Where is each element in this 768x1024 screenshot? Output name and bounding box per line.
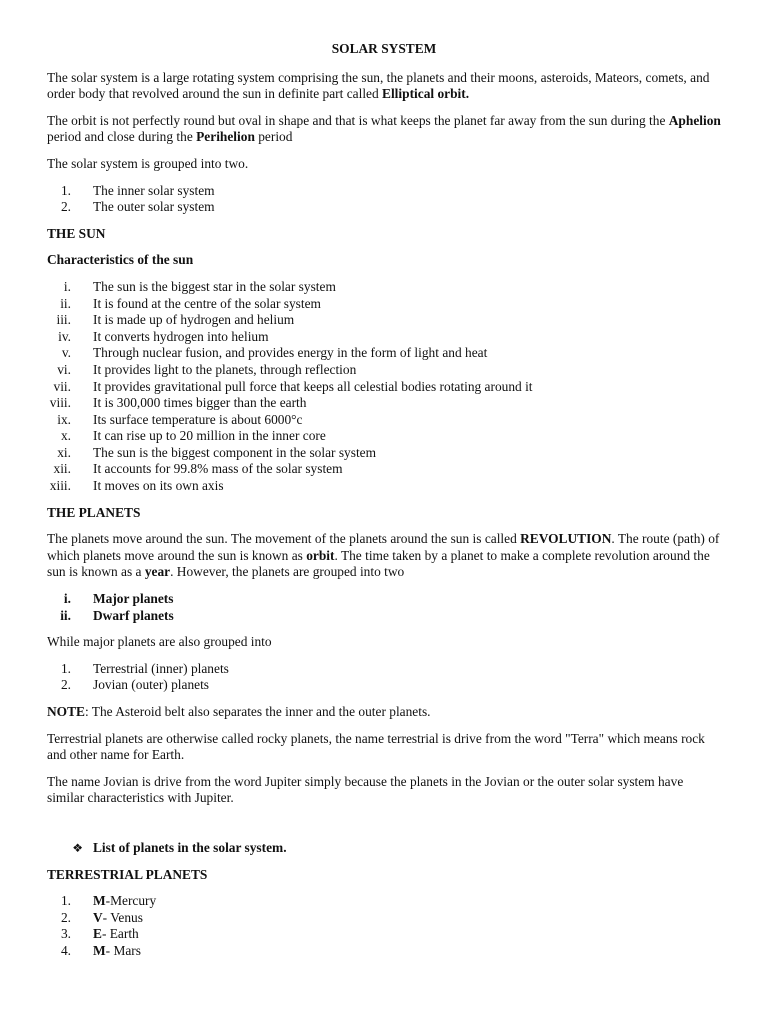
note-text: : The Asteroid belt also separates the inner and the outer planets. — [84, 704, 431, 719]
terrestrial-planet-item — [47, 893, 721, 910]
list-marker: iii. — [56, 312, 71, 328]
planet-initial: M — [93, 893, 106, 909]
major-planets-groups-list — [47, 661, 721, 694]
list-item-text: It converts hydrogen into helium — [93, 328, 269, 344]
list-marker: iv. — [58, 328, 71, 344]
list-marker: ii. — [60, 607, 71, 623]
planet-name: - Earth — [101, 926, 139, 942]
sun-characteristics-list — [47, 279, 721, 495]
orbit-text-c: period — [254, 129, 293, 145]
sun-characteristic-item — [47, 412, 721, 429]
planet-list-heading — [47, 840, 721, 857]
orbit-text-a: The orbit is not perfectly round but oval in shape and that is what keeps the planet far away from the sun during the — [47, 112, 669, 128]
list-item-text: It provides light to the planets, through reflection — [93, 361, 357, 377]
list-item-text: Jovian (outer) planets — [93, 677, 210, 693]
list-item — [47, 199, 721, 216]
terrestrial-planets-heading: TERRESTRIAL PLANETS — [47, 866, 208, 882]
sun-characteristic-item — [47, 428, 721, 445]
orbit-text-b: period and close during the — [47, 129, 197, 145]
aphelion-term: Aphelion — [668, 112, 721, 128]
note-paragraph — [47, 704, 721, 721]
list-item-text: It accounts for 99.8% mass of the solar system — [93, 461, 343, 477]
planet-initial: M — [93, 942, 106, 958]
list-marker: x. — [60, 428, 71, 444]
planets-text-c: . The time taken by a planet to make a complete revolution around the sun is known as a — [47, 547, 710, 580]
list-item-text: The inner solar system — [93, 182, 215, 198]
list-item-text: The sun is the biggest component in the solar system — [93, 444, 377, 460]
list-item-text: It can rise up to 20 million in the inner core — [93, 428, 326, 444]
intro-text: The solar system is a large rotating system comprising the sun, the planets and their moons, asteroids, Mateors, comets, and order body that revolved around the sun in definite part called — [47, 69, 710, 102]
list-item-text: Major planets — [93, 591, 174, 607]
list-marker: v. — [61, 345, 71, 361]
sun-characteristic-item — [47, 395, 721, 412]
list-item-text: Terrestrial (inner) planets — [93, 660, 229, 676]
sun-characteristic-item — [47, 478, 721, 495]
list-item — [47, 661, 721, 678]
sun-characteristic-item — [47, 362, 721, 379]
terrestrial-planet-item — [47, 926, 721, 943]
orbit-term: orbit — [306, 547, 335, 563]
list-marker: i. — [63, 591, 71, 607]
list-marker: 2. — [60, 677, 71, 693]
list-marker: xii. — [53, 461, 71, 477]
terrestrial-planet-item — [47, 910, 721, 927]
list-item-text: It provides gravitational pull force that keeps all celestial bodies rotating around it — [93, 378, 533, 394]
planet-name: - Mars — [105, 942, 141, 958]
list-marker: 1. — [60, 893, 71, 909]
major-planets-intro: While major planets are also grouped into — [47, 634, 272, 650]
list-marker: viii. — [49, 395, 71, 411]
list-marker: 1. — [60, 660, 71, 676]
list-item-text: The sun is the biggest star in the solar system — [93, 278, 336, 294]
sun-characteristic-item — [47, 296, 721, 313]
list-item-text — [71, 910, 143, 927]
planet-initial: V — [93, 909, 103, 925]
list-marker: 2. — [60, 199, 71, 215]
planet-name: - Venus — [102, 909, 143, 925]
sun-characteristic-item — [47, 279, 721, 296]
planets-heading: THE PLANETS — [47, 504, 141, 520]
list-marker: 4. — [60, 942, 71, 958]
list-marker: 3. — [60, 926, 71, 942]
planets-paragraph — [47, 531, 721, 581]
terrestrial-paragraph: Terrestrial planets are otherwise called rocky planets, the name terrestrial is drive from the word "Terra" which means rock and other name for Earth. — [47, 730, 705, 763]
year-term: year — [144, 564, 171, 580]
elliptical-orbit-term: Elliptical orbit. — [382, 86, 470, 102]
intro-paragraph-3: The solar system is grouped into two. — [47, 155, 249, 171]
list-item-text: It is made up of hydrogen and helium — [93, 312, 295, 328]
sun-characteristic-item — [47, 329, 721, 346]
list-marker: i. — [63, 278, 71, 294]
sun-characteristic-item — [47, 461, 721, 478]
intro-paragraph-2 — [47, 113, 721, 146]
sun-characteristics-heading: Characteristics of the sun — [47, 252, 194, 268]
list-item — [47, 608, 721, 625]
list-marker: xi. — [57, 444, 71, 460]
diamond-bullet-icon: ❖ — [72, 840, 83, 855]
jovian-paragraph: The name Jovian is drive from the word Jupiter simply because the planets in the Jovian or the outer solar system have similar characteristics with Jupiter. — [47, 773, 684, 806]
planet-types-list — [47, 591, 721, 624]
list-item — [47, 591, 721, 608]
note-label: NOTE — [47, 704, 85, 719]
list-item — [47, 183, 721, 200]
planet-initial: E — [93, 926, 102, 942]
terrestrial-planets-list — [47, 893, 721, 959]
planets-text-b: . The route (path) of which planets move around the sun is known as — [47, 531, 720, 563]
revolution-term: REVOLUTION — [520, 531, 612, 547]
page-title: SOLAR SYSTEM — [331, 41, 437, 56]
perihelion-term: Perihelion — [196, 129, 255, 145]
list-item-text — [71, 943, 141, 960]
solar-system-groups-list — [47, 183, 721, 216]
list-marker: vi. — [57, 361, 71, 377]
list-marker: 1. — [60, 182, 71, 198]
planet-list-heading-text: List of planets in the solar system. — [93, 839, 287, 855]
list-item-text — [71, 926, 139, 943]
list-marker: ix. — [57, 411, 71, 427]
list-item — [47, 677, 721, 694]
list-item-text: Through nuclear fusion, and provides energy in the form of light and heat — [93, 345, 488, 361]
list-item-text: Dwarf planets — [93, 607, 174, 623]
sun-characteristic-item — [47, 345, 721, 362]
planets-text-a: The planets move around the sun. The movement of the planets around the sun is called — [47, 531, 521, 547]
sun-characteristic-item — [47, 379, 721, 396]
list-marker: ii. — [60, 295, 71, 311]
sun-heading: THE SUN — [47, 225, 106, 241]
list-item-text: Its surface temperature is about 6000°c — [93, 411, 303, 427]
list-item-text: It is 300,000 times bigger than the earth — [93, 395, 307, 411]
list-marker: 2. — [60, 909, 71, 925]
intro-paragraph-1 — [47, 70, 721, 103]
terrestrial-planet-item — [47, 943, 721, 960]
planet-name: -Mercury — [105, 893, 157, 909]
sun-characteristic-item — [47, 445, 721, 462]
list-item-text: The outer solar system — [93, 199, 215, 215]
list-marker: vii. — [53, 378, 71, 394]
list-item-text: It moves on its own axis — [93, 478, 224, 494]
planets-text-d: . However, the planets are grouped into two — [170, 564, 405, 580]
list-item-text: It is found at the centre of the solar system — [93, 295, 321, 311]
sun-characteristic-item — [47, 312, 721, 329]
list-marker: xiii. — [49, 478, 71, 494]
list-item-text — [71, 893, 156, 910]
